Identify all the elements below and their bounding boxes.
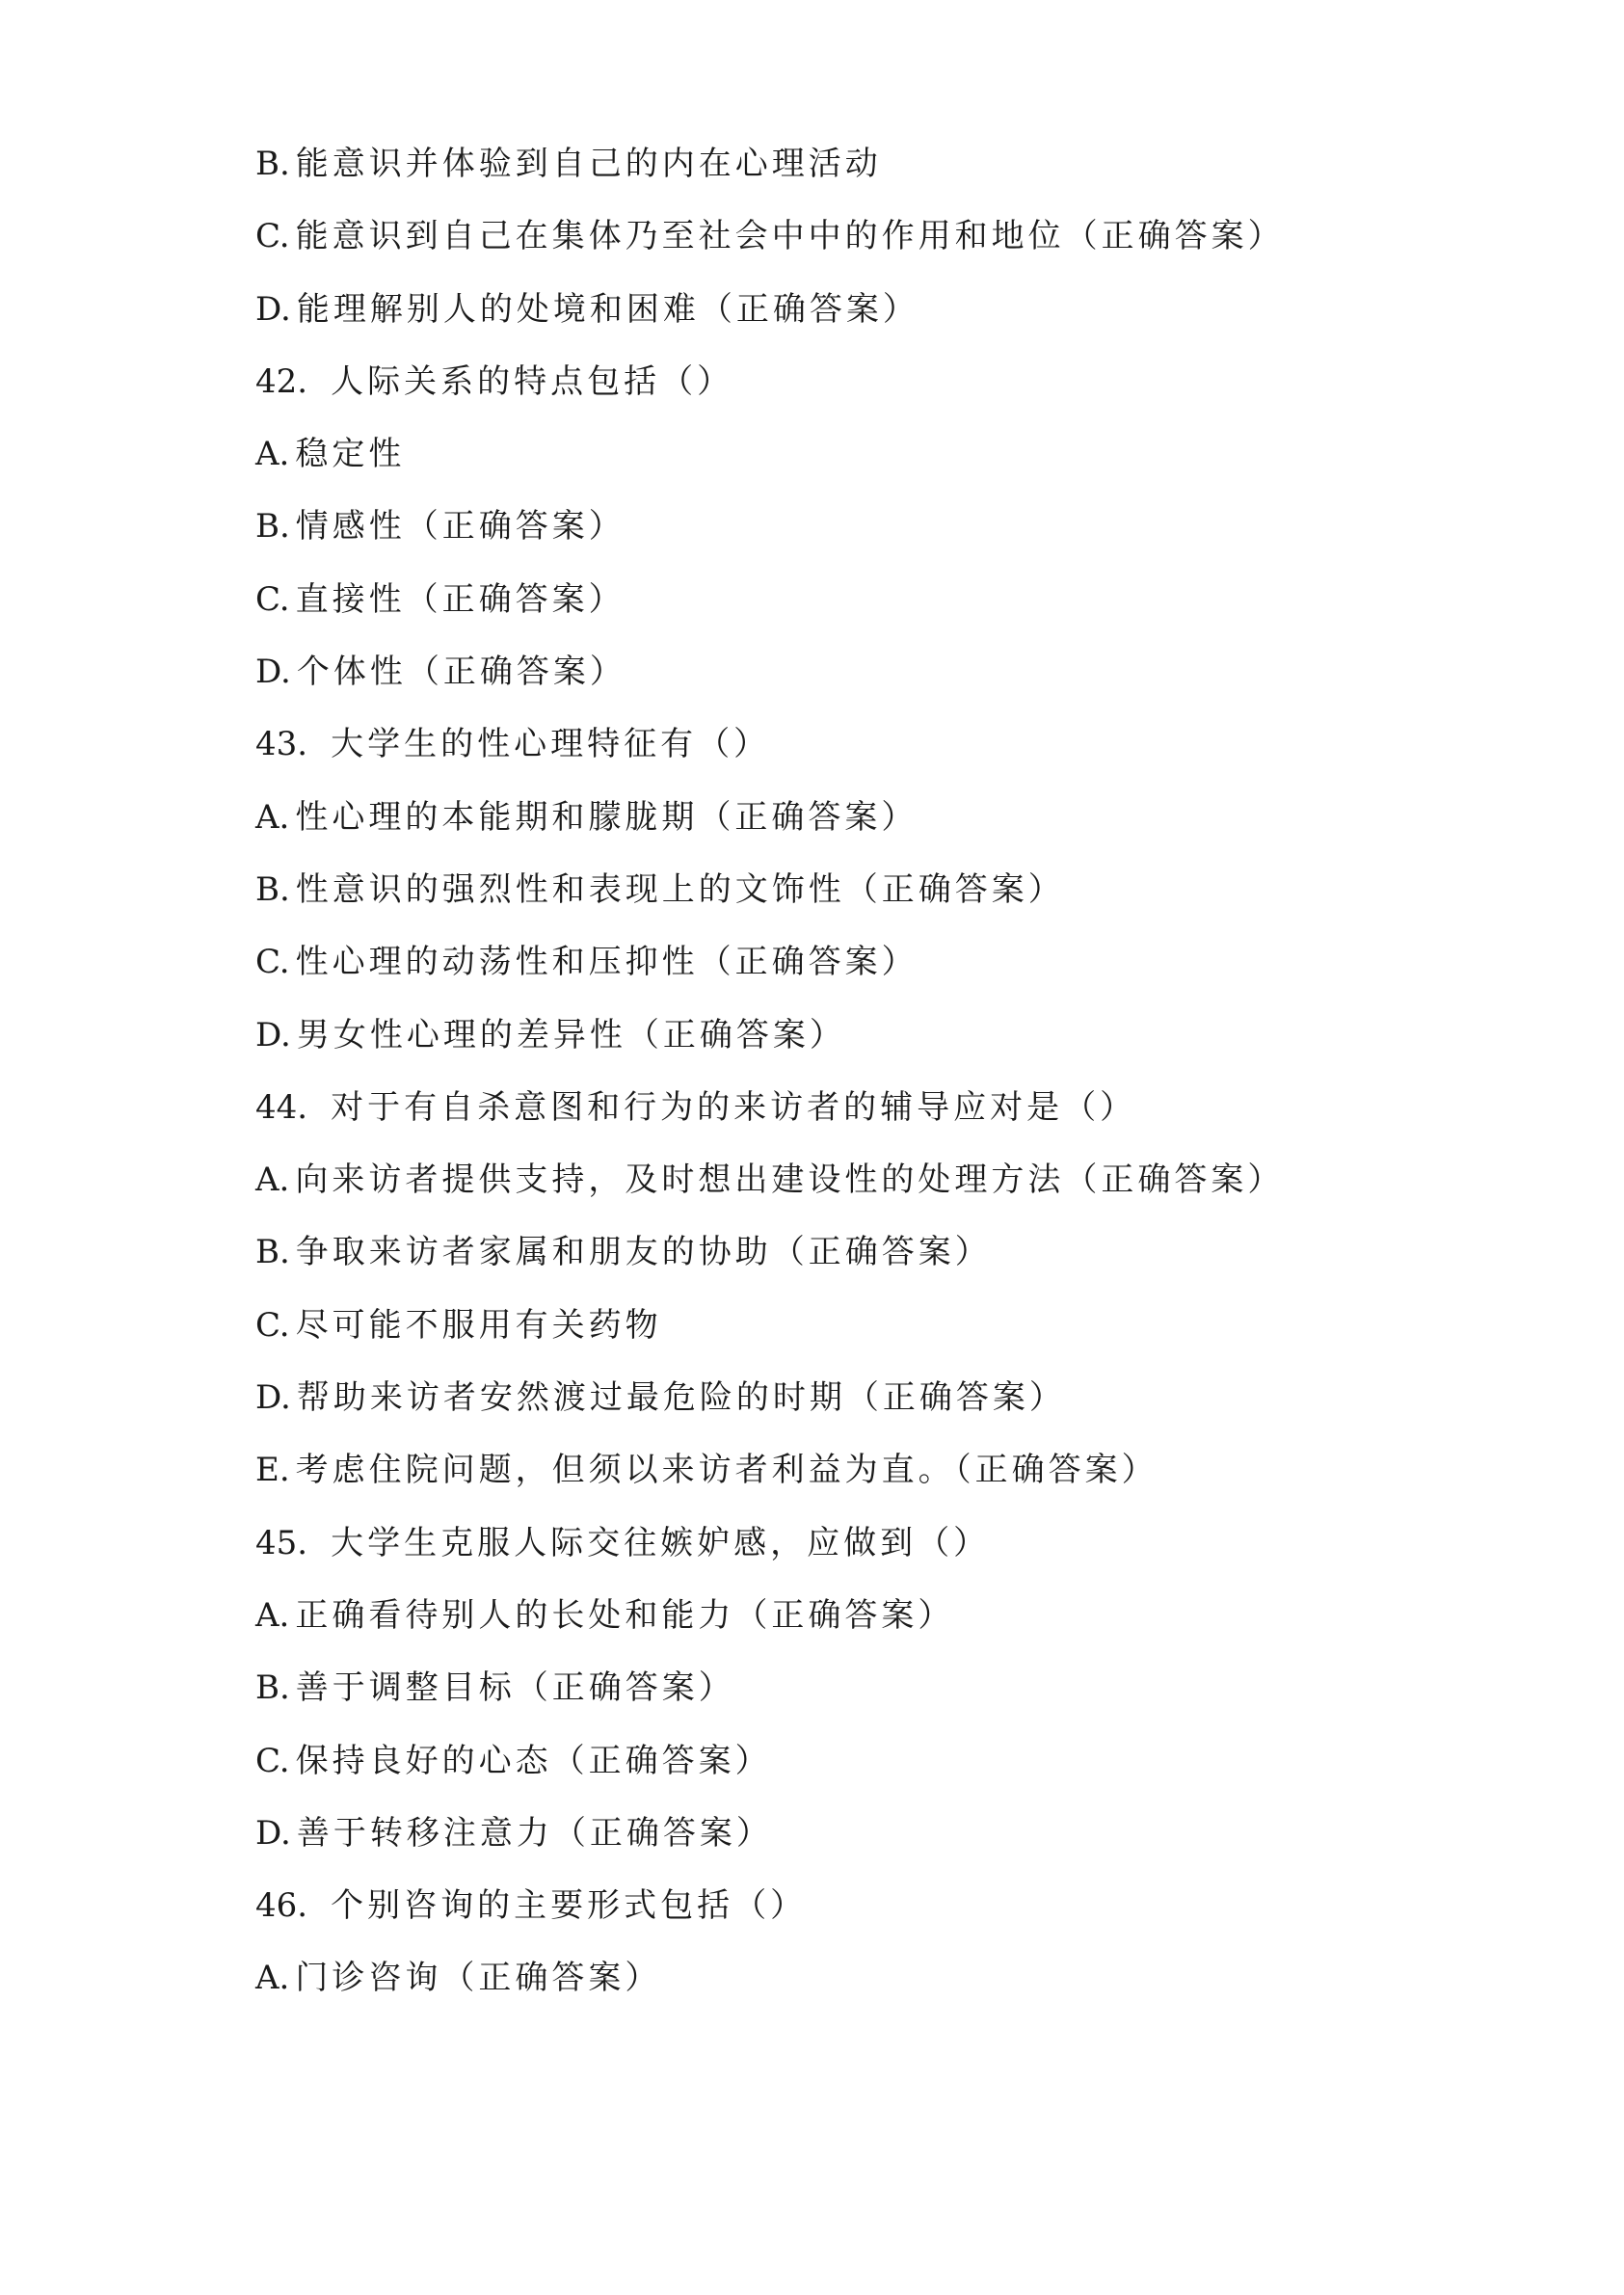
option-text: 争取来访者家属和朋友的协助（正确答案）	[295, 1233, 992, 1272]
option-label: C.	[255, 943, 290, 982]
option-label: D.	[255, 1378, 291, 1418]
question-text: 大学生的性心理特征有（）	[331, 725, 771, 764]
option-label: D.	[255, 653, 291, 692]
question-number: 45.	[255, 1523, 308, 1562]
option-label: C.	[255, 1305, 290, 1345]
option-line	[255, 1804, 1412, 1877]
question-text: 人际关系的特点包括（）	[331, 361, 734, 401]
option-label: B.	[255, 1668, 290, 1708]
option-line	[255, 207, 1412, 280]
option-line	[255, 280, 1412, 353]
option-line	[255, 643, 1412, 715]
option-text: 帮助来访者安然渡过最危险的时期（正确答案）	[296, 1378, 1066, 1418]
option-text: 善于调整目标（正确答案）	[295, 1668, 735, 1708]
question-line	[255, 1514, 1412, 1587]
option-text: 能意识到自己在集体乃至社会中中的作用和地位（正确答案）	[295, 217, 1285, 256]
option-text: 性心理的本能期和朦胧期（正确答案）	[295, 797, 918, 837]
option-label: E.	[255, 1451, 290, 1490]
option-line	[255, 788, 1412, 861]
option-text: 能理解别人的处境和困难（正确答案）	[296, 289, 919, 329]
option-line	[255, 571, 1412, 643]
option-line	[255, 1587, 1412, 1659]
option-label: B.	[255, 145, 290, 183]
option-text: 直接性（正确答案）	[295, 579, 626, 619]
option-text: 正确看待别人的长处和能力（正确答案）	[295, 1595, 955, 1635]
document-content	[255, 135, 1412, 2022]
option-line	[255, 933, 1412, 1005]
option-line	[255, 135, 1412, 207]
option-line	[255, 1369, 1412, 1441]
question-line	[255, 1877, 1412, 1949]
question-number: 46.	[255, 1886, 308, 1926]
option-line	[255, 1006, 1412, 1079]
option-label: B.	[255, 1233, 290, 1272]
question-number: 42.	[255, 361, 308, 401]
option-label: B.	[255, 869, 290, 909]
option-line	[255, 497, 1412, 570]
option-line	[255, 1949, 1412, 2021]
option-text: 保持良好的心态（正确答案）	[295, 1741, 772, 1780]
option-label: D.	[255, 1015, 291, 1054]
option-text: 善于转移注意力（正确答案）	[296, 1813, 773, 1853]
question-line	[255, 1079, 1412, 1151]
option-label: A.	[255, 1161, 290, 1200]
option-text: 男女性心理的差异性（正确答案）	[296, 1015, 846, 1054]
option-line	[255, 1732, 1412, 1804]
option-label: C.	[255, 1741, 290, 1780]
option-text: 性心理的动荡性和压抑性（正确答案）	[295, 943, 918, 982]
option-line	[255, 861, 1412, 933]
question-line	[255, 353, 1412, 425]
option-label: C.	[255, 217, 290, 256]
question-text: 对于有自杀意图和行为的来访者的辅导应对是（）	[331, 1087, 1137, 1127]
option-label: D.	[255, 289, 291, 329]
option-label: A.	[255, 1595, 290, 1635]
question-line	[255, 715, 1412, 787]
option-line	[255, 1296, 1412, 1369]
option-text: 门诊咨询（正确答案）	[295, 1959, 662, 1998]
question-text: 大学生克服人际交往嫉妒感，应做到（）	[331, 1523, 991, 1562]
option-label: A.	[255, 435, 290, 474]
option-label: C.	[255, 579, 290, 619]
option-label: D.	[255, 1813, 291, 1853]
option-text: 向来访者提供支持，及时想出建设性的处理方法（正确答案）	[295, 1161, 1285, 1200]
option-text: 尽可能不服用有关药物	[295, 1305, 662, 1345]
option-label: A.	[255, 797, 290, 837]
option-text: 个体性（正确答案）	[296, 653, 626, 692]
option-line	[255, 1441, 1412, 1513]
option-text: 情感性（正确答案）	[295, 507, 626, 547]
option-text: 性意识的强烈性和表现上的文饰性（正确答案）	[295, 869, 1065, 909]
option-label: A.	[255, 1959, 290, 1998]
option-line	[255, 1223, 1412, 1295]
option-line	[255, 1659, 1412, 1731]
question-number: 44.	[255, 1087, 308, 1127]
question-text: 个别咨询的主要形式包括（）	[331, 1886, 808, 1926]
option-text: 稳定性	[295, 435, 406, 474]
option-line	[255, 425, 1412, 497]
option-label: B.	[255, 507, 290, 547]
option-line	[255, 1151, 1412, 1223]
question-number: 43.	[255, 725, 308, 764]
option-text: 能意识并体验到自己的内在心理活动	[295, 145, 882, 183]
option-text: 考虑住院问题，但须以来访者利益为直。（正确答案）	[295, 1451, 1158, 1490]
